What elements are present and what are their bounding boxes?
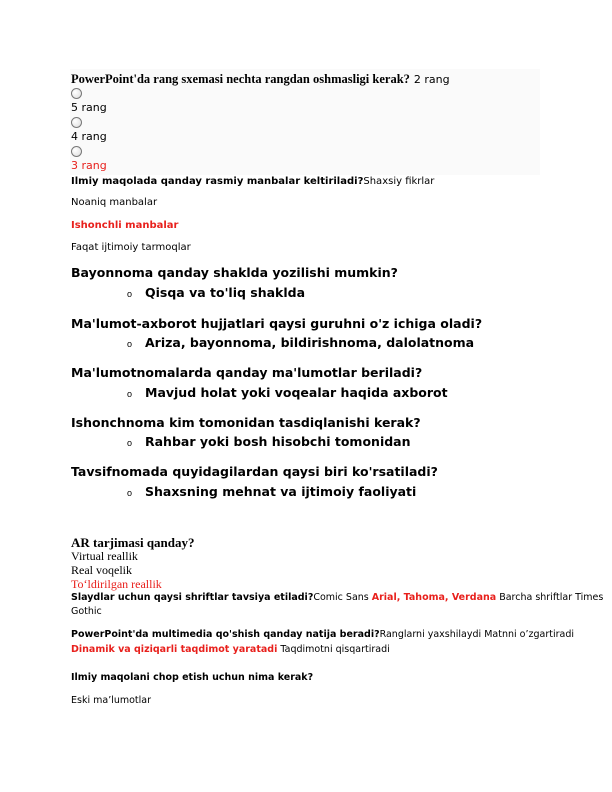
- answer-text: Shaxsning mehnat va ijtimoiy faoliyati: [145, 484, 417, 499]
- bullet-icon: o: [127, 438, 133, 448]
- bullet-icon: o: [127, 339, 133, 349]
- bullet-icon: o: [127, 289, 133, 299]
- question-heading: Tavsifnomada quyidagilardan qaysi biri ko'rsatiladi?: [71, 464, 438, 479]
- option-text: Barcha shriftlar Times: [499, 592, 604, 603]
- question-text: Slaydlar uchun qaysi shriftlar tavsiya etiladi?: [71, 592, 314, 603]
- correct-option-text: To‘ldirilgan reallik: [71, 577, 162, 591]
- radio-icon[interactable]: [71, 88, 82, 99]
- radio-icon[interactable]: [71, 117, 82, 128]
- option-text: 4 rang: [71, 130, 107, 143]
- option-text: Noaniq manbalar: [71, 197, 158, 208]
- question-heading: Ma'lumotnomalarda qanday ma'lumotlar beriladi?: [71, 365, 423, 380]
- radio-icon[interactable]: [71, 146, 82, 157]
- option-text-continued: Gothic: [71, 606, 102, 617]
- option-text: Matnni o’zgartiradi: [484, 629, 574, 640]
- question-text: PowerPoint'da rang sxemasi nechta rangdan oshmasligi kerak?: [71, 72, 410, 86]
- correct-option-text: 3 rang: [71, 159, 107, 172]
- option-text: Virtual reallik: [71, 549, 138, 563]
- option-text: Comic Sans: [313, 592, 369, 603]
- option-text: Ranglarni yaxshilaydi: [379, 629, 482, 640]
- answer-inline: Shaxsiy fikrlar: [363, 176, 435, 187]
- question-heading: Bayonnoma qanday shaklda yozilishi mumkin?: [71, 265, 398, 280]
- answer-text: Rahbar yoki bosh hisobchi tomonidan: [145, 434, 411, 449]
- question-line: [71, 629, 574, 640]
- option-text: Taqdimotni qisqartiradi: [280, 644, 390, 655]
- option-text: 5 rang: [71, 101, 107, 114]
- option-text: Faqat ijtimoiy tarmoqlar: [71, 242, 191, 253]
- option-text: Real voqelik: [71, 563, 132, 577]
- correct-option-text: Dinamik va qiziqarli taqdimot yaratadi: [71, 644, 278, 655]
- question-line: [71, 71, 450, 87]
- option-text: Eski ma’lumotlar: [71, 695, 152, 706]
- answer-text: Qisqa va to'liq shaklda: [145, 285, 306, 300]
- question-heading: AR tarjimasi qanday?: [71, 535, 195, 550]
- answer-text: Ariza, bayonnoma, bildirishnoma, dalolatnoma: [145, 335, 475, 350]
- correct-option-text: Arial, Tahoma, Verdana: [371, 592, 497, 603]
- answer-text: Mavjud holat yoki voqealar haqida axborot: [145, 385, 448, 400]
- answer-inline: 2 rang: [413, 73, 450, 86]
- question-heading: Ma'lumot-axborot hujjatlari qaysi guruhni o'z ichiga oladi?: [71, 316, 483, 331]
- bullet-icon: o: [127, 488, 133, 498]
- question-line: [71, 176, 434, 187]
- question-text: Ilmiy maqolada qanday rasmiy manbalar keltiriladi?: [71, 176, 364, 187]
- question-text: PowerPoint'da multimedia qo'shish qanday natija beradi?: [71, 629, 380, 640]
- question-line-continued: [71, 644, 390, 655]
- question-text: Ilmiy maqolani chop etish uchun nima kerak?: [71, 672, 314, 683]
- correct-option-text: Ishonchli manbalar: [71, 220, 179, 231]
- question-heading: Ishonchnoma kim tomonidan tasdiqlanishi kerak?: [71, 415, 421, 430]
- bullet-icon: o: [127, 389, 133, 399]
- question-line: [71, 592, 603, 603]
